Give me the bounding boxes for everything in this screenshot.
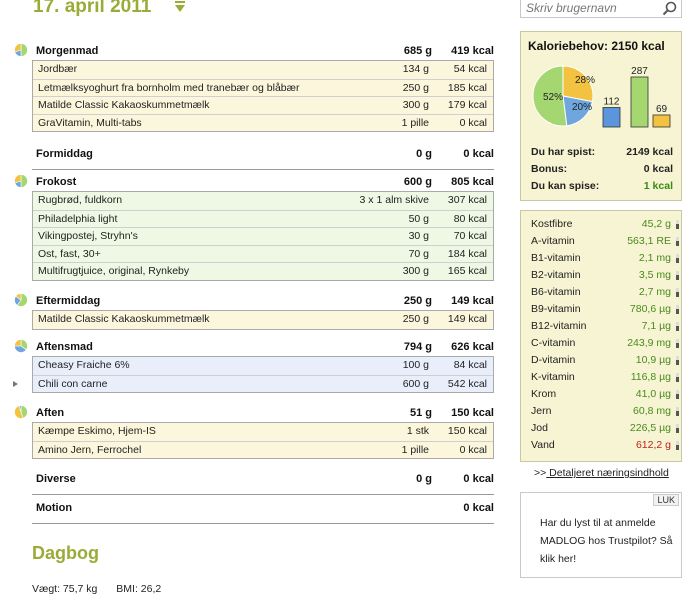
food-quantity: 50 g — [408, 212, 429, 225]
search-input[interactable] — [524, 0, 654, 16]
meal-kcal: 0 kcal — [463, 473, 494, 485]
nutrient-value: 10,9 µg — [635, 354, 671, 366]
food-item-row[interactable] — [33, 227, 493, 245]
calorie-pie-label: 52% — [543, 92, 564, 103]
nutrient-value: 7,1 µg — [641, 320, 671, 332]
nutrient-row — [531, 352, 681, 369]
food-kcal: 80 kcal — [453, 212, 487, 225]
food-quantity: 30 g — [408, 230, 429, 243]
food-name: Letmælksyoghurt fra bornholm med tranebær og blåbær — [38, 81, 300, 94]
calorie-bar-label: 112 — [603, 96, 620, 108]
eaten-label: Du har spist: — [531, 146, 596, 158]
food-quantity: 70 g — [408, 247, 429, 260]
meal-kcal: 805 kcal — [451, 176, 494, 188]
food-item-row[interactable] — [33, 441, 493, 459]
nutrient-value: 41,0 µg — [635, 388, 671, 400]
nutrient-value: 612,2 g — [635, 439, 671, 451]
nutrient-row — [531, 233, 681, 250]
trustpilot-ad — [520, 492, 682, 578]
meal-grams: 685 g — [403, 45, 432, 57]
nutrient-row — [531, 250, 681, 267]
nutrient-row — [531, 335, 681, 352]
food-name: Vikingpostej, Stryhn's — [38, 230, 138, 243]
meal-divider — [32, 494, 494, 495]
nutrient-panel — [520, 210, 682, 462]
food-kcal: 179 kcal — [447, 99, 487, 112]
food-quantity: 134 g — [402, 63, 429, 75]
meal-eftermiddag — [14, 292, 494, 330]
level-bar-icon — [676, 441, 679, 450]
meal-kcal: 150 kcal — [451, 407, 494, 419]
meal-morgenmad — [14, 42, 494, 132]
meal-header[interactable] — [14, 292, 494, 310]
nutrient-name: B12-vitamin — [531, 320, 587, 332]
food-kcal: 307 kcal — [447, 194, 487, 206]
nutrient-name: A-vitamin — [531, 235, 575, 247]
calorie-bar — [603, 107, 620, 127]
meal-name: Aftensmad — [36, 341, 93, 353]
calorie-pie-label: 28% — [575, 75, 596, 86]
nutrient-value: 45,2 g — [641, 218, 671, 230]
meal-header[interactable] — [14, 42, 494, 60]
link-label: Detaljeret næringsindhold — [546, 467, 669, 479]
level-bar-icon — [676, 390, 679, 399]
remaining-value: 1 kcal — [643, 180, 673, 192]
meal-aften — [14, 404, 494, 459]
nutrient-row — [531, 420, 681, 437]
nutrient-row — [531, 284, 681, 301]
calorie-bar-label: 287 — [631, 66, 648, 77]
meal-kcal: 419 kcal — [451, 45, 494, 57]
food-item-list — [32, 310, 494, 330]
food-kcal: 0 kcal — [459, 116, 487, 129]
level-bar-icon — [676, 288, 679, 297]
meal-divider — [32, 523, 494, 524]
food-quantity: 1 stk — [406, 425, 429, 437]
nutrient-value: 3,5 mg — [638, 269, 671, 281]
level-bar-icon — [676, 271, 679, 280]
bonus-label: Bonus: — [531, 163, 568, 175]
food-item-row[interactable] — [33, 423, 493, 441]
level-bar-icon — [676, 407, 679, 416]
level-bar-icon — [676, 237, 679, 246]
food-kcal: 84 kcal — [453, 359, 487, 371]
nutrient-value: 60,8 mg — [633, 405, 671, 417]
remaining-row — [531, 180, 673, 194]
nutrient-value: 243,9 mg — [627, 337, 671, 349]
meal-pie-icon — [14, 174, 28, 188]
search-icon[interactable] — [661, 0, 678, 17]
food-name: GraVitamin, Multi-tabs — [38, 116, 142, 129]
food-name: Matilde Classic Kakaoskummetmælk — [38, 99, 210, 112]
food-name: Rugbrød, fuldkorn — [38, 194, 123, 206]
food-item-row[interactable] — [33, 96, 493, 114]
bmi-value: BMI: 26,2 — [116, 583, 162, 595]
food-item-row[interactable] — [33, 357, 493, 375]
nutrient-value: 563,1 RE — [627, 235, 671, 247]
meal-header[interactable] — [14, 404, 494, 422]
nutrient-row — [531, 318, 681, 335]
meal-kcal: 626 kcal — [451, 341, 494, 353]
food-name: Chili con carne — [38, 377, 108, 390]
remaining-label: Du kan spise: — [531, 180, 600, 192]
nutrient-name: B9-vitamin — [531, 303, 581, 315]
nutrient-row — [531, 216, 681, 233]
food-kcal: 185 kcal — [447, 81, 487, 94]
ad-text[interactable]: Har du lyst til at anmelde MADLOG hos Trustpilot? Så klik her! — [540, 517, 673, 565]
food-name: Jordbær — [38, 63, 78, 75]
food-name: Matilde Classic Kakaoskummetmælk — [38, 313, 210, 325]
nutrient-row — [531, 403, 681, 420]
level-bar-icon — [676, 339, 679, 348]
meal-header[interactable] — [14, 145, 494, 163]
meal-grams: 250 g — [403, 295, 432, 307]
nutrient-row — [531, 301, 681, 318]
calorie-panel — [520, 31, 682, 201]
level-bar-icon — [676, 254, 679, 263]
nutrient-name: Krom — [531, 388, 557, 400]
food-kcal: 70 kcal — [453, 230, 487, 243]
food-item-row[interactable] — [33, 245, 493, 263]
body-stats — [32, 583, 177, 595]
meal-grams: 51 g — [409, 407, 432, 419]
weight-value: Vægt: 75,7 kg — [32, 583, 98, 595]
food-quantity: 3 x 1 alm skive — [359, 194, 429, 206]
meal-header[interactable] — [14, 338, 494, 356]
food-kcal: 184 kcal — [447, 247, 487, 260]
meal-header[interactable] — [14, 470, 494, 488]
food-quantity: 300 g — [402, 265, 429, 278]
nutrient-name: D-vitamin — [531, 354, 576, 366]
food-name: Multifrugtjuice, original, Rynkeby — [38, 265, 190, 278]
close-ad-button[interactable]: LUK — [653, 494, 679, 506]
food-kcal: 542 kcal — [447, 377, 487, 390]
food-item-row[interactable] — [33, 311, 493, 329]
link-prefix: >> — [534, 467, 547, 479]
detailed-nutrition-link[interactable] — [534, 467, 669, 479]
nutrient-row — [531, 386, 681, 403]
food-kcal: 54 kcal — [453, 63, 487, 75]
nutrient-name: Jern — [531, 405, 552, 417]
food-item-list — [32, 60, 494, 132]
food-item-row[interactable] — [33, 375, 493, 393]
nutrient-name: C-vitamin — [531, 337, 576, 349]
food-name: Cheasy Fraiche 6% — [38, 359, 130, 371]
bonus-row — [531, 163, 673, 177]
meal-name: Eftermiddag — [36, 295, 101, 307]
meal-name: Formiddag — [36, 148, 93, 160]
meal-motion — [14, 499, 494, 517]
nutrient-value: 226,5 µg — [629, 422, 671, 434]
food-name: Philadelphia light — [38, 212, 118, 225]
meal-name: Morgenmad — [36, 45, 99, 57]
nutrient-row — [531, 437, 681, 454]
meal-name: Frokost — [36, 176, 77, 188]
calorie-bar — [653, 115, 670, 127]
meal-header[interactable] — [14, 173, 494, 191]
nutrient-row — [531, 267, 681, 284]
food-item-row[interactable] — [33, 262, 493, 280]
nutrient-row — [531, 369, 681, 386]
meal-formiddag — [14, 145, 494, 163]
nutrient-name: Jod — [531, 422, 548, 434]
nutrient-name: Vand — [531, 439, 555, 451]
eaten-row — [531, 146, 673, 160]
date-dropdown-icon[interactable] — [174, 0, 186, 14]
food-item-list — [32, 191, 494, 281]
level-bar-icon — [676, 322, 679, 331]
meal-grams: 0 g — [416, 473, 432, 485]
nutrient-name: K-vitamin — [531, 371, 575, 383]
meal-name: Motion — [36, 502, 73, 514]
food-item-row[interactable] — [33, 79, 493, 97]
nutrient-value: 2,7 mg — [638, 286, 671, 298]
food-quantity: 300 g — [402, 99, 429, 112]
food-item-row[interactable] — [33, 192, 493, 210]
food-quantity: 250 g — [402, 313, 429, 325]
nutrient-name: B1-vitamin — [531, 252, 581, 264]
meal-diverse — [14, 470, 494, 488]
nutrient-value: 780,6 µg — [629, 303, 671, 315]
food-kcal: 0 kcal — [459, 443, 487, 456]
food-quantity: 600 g — [402, 377, 429, 390]
food-name: Ost, fast, 30+ — [38, 247, 101, 260]
food-name: Kæmpe Eskimo, Hjem-IS — [38, 425, 156, 437]
eaten-value: 2149 kcal — [626, 146, 673, 158]
meal-kcal: 149 kcal — [451, 295, 494, 307]
meal-aftensmad — [14, 338, 494, 393]
calorie-need-title: Kaloriebehov: 2150 kcal — [528, 39, 665, 53]
nutrient-value: 116,8 µg — [630, 371, 671, 383]
meal-kcal: 0 kcal — [463, 502, 494, 514]
food-name: Amino Jern, Ferrochel — [38, 443, 142, 456]
food-item-row[interactable] — [33, 114, 493, 132]
meal-name: Aften — [36, 407, 65, 419]
nutrient-name: B6-vitamin — [531, 286, 581, 298]
nutrient-name: Kostfibre — [531, 218, 573, 230]
meal-pie-icon — [14, 339, 28, 353]
level-bar-icon — [676, 305, 679, 314]
food-item-row[interactable] — [33, 61, 493, 79]
food-item-row[interactable] — [33, 210, 493, 228]
expand-arrow-icon[interactable] — [13, 381, 18, 387]
meal-pie-icon — [14, 405, 28, 419]
level-bar-icon — [676, 220, 679, 229]
meal-grams: 794 g — [403, 341, 432, 353]
food-item-list — [32, 422, 494, 459]
food-quantity: 100 g — [402, 359, 429, 371]
calorie-pie-label: 20% — [572, 102, 593, 113]
nutrient-name: B2-vitamin — [531, 269, 581, 281]
calorie-bar — [631, 77, 648, 127]
dagbog-title: Dagbog — [32, 543, 99, 563]
calorie-bar-label: 69 — [655, 103, 668, 115]
level-bar-icon — [676, 373, 679, 382]
user-search — [520, 0, 682, 18]
meal-grams: 600 g — [403, 176, 432, 188]
level-bar-icon — [676, 356, 679, 365]
meal-frokost — [14, 173, 494, 281]
level-bar-icon — [676, 424, 679, 433]
meal-name: Diverse — [36, 473, 76, 485]
food-kcal: 149 kcal — [447, 313, 487, 325]
meal-pie-icon — [14, 293, 28, 307]
meal-grams: 0 g — [416, 148, 432, 160]
nutrient-value: 2,1 mg — [638, 252, 671, 264]
meal-kcal: 0 kcal — [463, 148, 494, 160]
bonus-value: 0 kcal — [643, 163, 673, 175]
meal-divider — [32, 169, 494, 170]
food-kcal: 150 kcal — [447, 425, 487, 437]
food-quantity: 250 g — [402, 81, 429, 94]
food-kcal: 165 kcal — [447, 265, 487, 278]
meal-pie-icon — [14, 43, 28, 57]
food-quantity: 1 pille — [401, 116, 429, 129]
date-title: 17. april 2011 — [33, 0, 152, 17]
meal-header[interactable] — [14, 499, 494, 517]
food-quantity: 1 pille — [401, 443, 429, 456]
food-item-list — [32, 356, 494, 393]
